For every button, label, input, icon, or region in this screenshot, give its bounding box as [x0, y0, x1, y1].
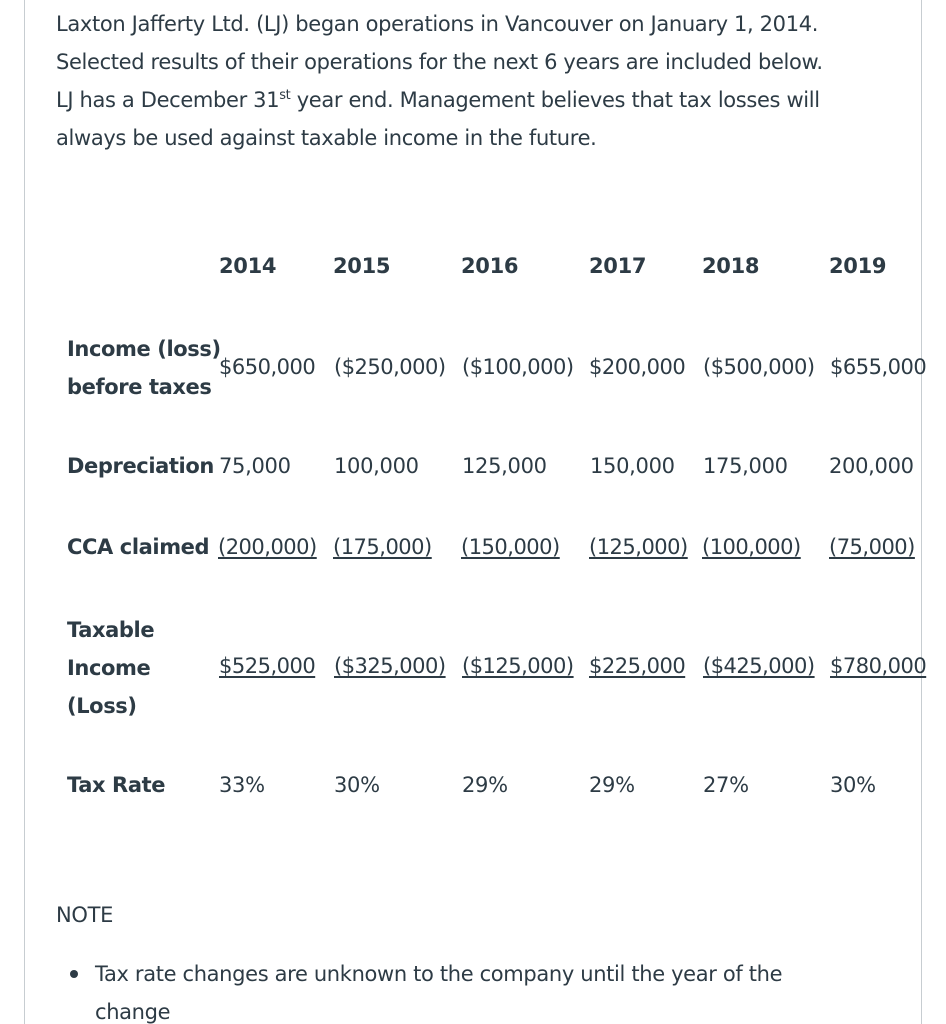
tax-rate-2016: 29% — [462, 773, 508, 797]
intro-line-2: Selected results of their operations for the next 6 years are included below. — [56, 50, 823, 74]
intro-line-3a: LJ has a December 31 — [56, 88, 280, 112]
income-2014: $650,000 — [219, 355, 316, 379]
cca-2019: (75,000) — [829, 535, 915, 559]
intro-line-1: Laxton Jafferty Ltd. (LJ) began operations in Vancouver on January 1, 2014. — [56, 12, 819, 36]
taxable-income-label: Taxable Income (Loss) — [67, 618, 155, 718]
year-2015: 2015 — [333, 254, 391, 278]
income-2018: ($500,000) — [703, 355, 815, 379]
bullet-dot-icon — [70, 970, 78, 978]
tax-rate-2017: 29% — [589, 773, 635, 797]
cca-2018: (100,000) — [702, 535, 801, 559]
tax-rate-2019: 30% — [830, 773, 876, 797]
year-2019: 2019 — [829, 254, 887, 278]
tax-rate-2015: 30% — [334, 773, 380, 797]
depreciation-2018: 175,000 — [703, 454, 788, 478]
note-list — [56, 955, 836, 1024]
depreciation-2016: 125,000 — [462, 454, 547, 478]
income-2019: $655,000 — [830, 355, 927, 379]
year-2017: 2017 — [589, 254, 647, 278]
income-label: Income (loss) before taxes — [67, 337, 221, 399]
income-2017: $200,000 — [589, 355, 686, 379]
note-bullet: Tax rate changes are unknown to the company until the year of the change — [56, 955, 836, 1024]
taxable-2014: $525,000 — [219, 654, 316, 678]
taxable-2016: ($125,000) — [462, 654, 574, 678]
note-heading: NOTE — [56, 903, 114, 927]
cca-2017: (125,000) — [589, 535, 688, 559]
year-2016: 2016 — [461, 254, 519, 278]
tax-rate-2018: 27% — [703, 773, 749, 797]
ordinal-suffix: st — [279, 88, 291, 103]
intro-line-3b: year end. Management believes that tax losses will — [290, 88, 820, 112]
cca-2014: (200,000) — [218, 535, 317, 559]
taxable-2015: ($325,000) — [334, 654, 446, 678]
year-2014: 2014 — [219, 254, 277, 278]
cca-2016: (150,000) — [461, 535, 560, 559]
taxable-2019: $780,000 — [830, 654, 927, 678]
tax-rate-label: Tax Rate — [67, 773, 166, 797]
cca-label: CCA claimed — [67, 535, 210, 559]
depreciation-label: Depreciation — [67, 454, 214, 478]
income-2016: ($100,000) — [462, 355, 574, 379]
depreciation-2019: 200,000 — [829, 454, 914, 478]
taxable-2017: $225,000 — [589, 654, 686, 678]
depreciation-2015: 100,000 — [334, 454, 419, 478]
depreciation-2017: 150,000 — [590, 454, 675, 478]
taxable-2018: ($425,000) — [703, 654, 815, 678]
intro-line-4: always be used against taxable income in the future. — [56, 126, 597, 150]
cca-2015: (175,000) — [333, 535, 432, 559]
tax-rate-2014: 33% — [219, 773, 265, 797]
intro-paragraph — [56, 5, 906, 157]
year-2018: 2018 — [702, 254, 760, 278]
income-2015: ($250,000) — [334, 355, 446, 379]
depreciation-2014: 75,000 — [219, 454, 291, 478]
